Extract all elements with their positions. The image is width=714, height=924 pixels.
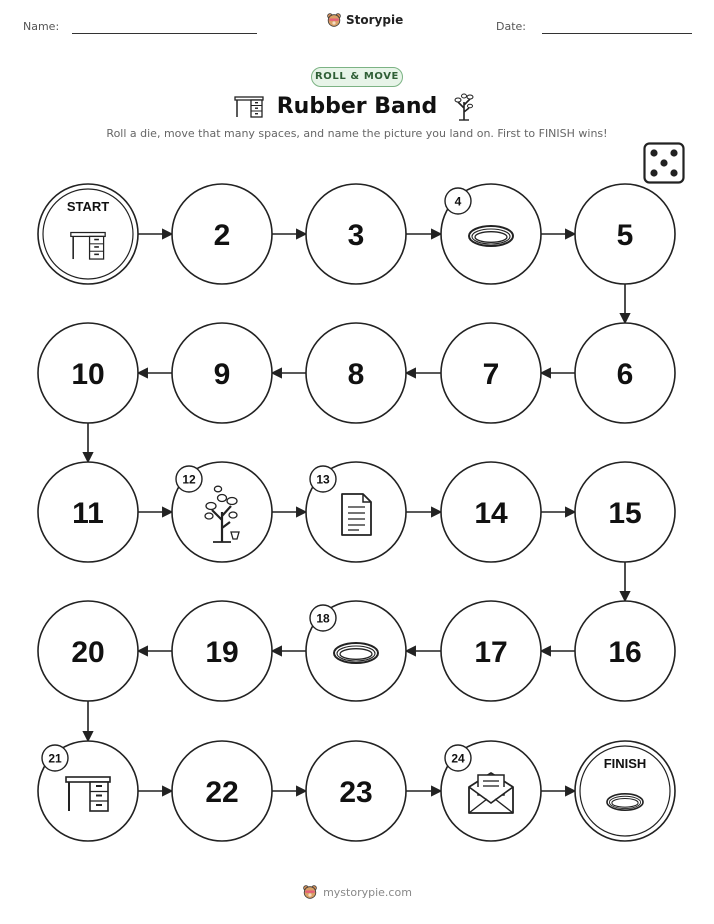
footer — [0, 884, 714, 900]
board-space-16[interactable] — [575, 601, 675, 701]
space-number: 11 — [72, 497, 104, 530]
space-number: 7 — [482, 358, 500, 391]
board-space-5[interactable] — [575, 184, 675, 284]
board-space-14[interactable] — [441, 462, 541, 562]
board-space-2[interactable] — [172, 184, 272, 284]
space-number: 10 — [71, 358, 105, 391]
board-space-7[interactable] — [441, 323, 541, 423]
space-number: 20 — [71, 636, 105, 669]
space-number: 9 — [213, 358, 231, 391]
board-space-23[interactable] — [306, 741, 406, 841]
space-number: 4 — [454, 194, 462, 209]
space-number: 22 — [205, 776, 239, 809]
board-space-3[interactable] — [306, 184, 406, 284]
board-space-start[interactable] — [38, 184, 138, 284]
board-space-6[interactable] — [575, 323, 675, 423]
space-number: 6 — [616, 358, 634, 391]
name-label: Name: — [23, 20, 60, 33]
space-number: 16 — [608, 636, 642, 669]
board-space-13[interactable] — [306, 462, 406, 562]
space-number: 3 — [347, 219, 365, 252]
document-icon — [342, 494, 371, 535]
board-space-8[interactable] — [306, 323, 406, 423]
roll-and-move-badge: ROLL & MOVE — [311, 67, 403, 87]
space-number: 8 — [347, 358, 365, 391]
footer-url: mystorypie.com — [323, 885, 412, 899]
board-space-19[interactable] — [172, 601, 272, 701]
start-label: START — [66, 199, 110, 214]
board-space-10[interactable] — [38, 323, 138, 423]
board-space-22[interactable] — [172, 741, 272, 841]
board-space-21[interactable] — [38, 741, 138, 841]
board-space-9[interactable] — [172, 323, 272, 423]
space-number: 18 — [316, 611, 330, 626]
space-number: 13 — [316, 472, 330, 487]
space-number: 21 — [48, 751, 62, 766]
space-number: 23 — [339, 776, 373, 809]
board-space-15[interactable] — [575, 462, 675, 562]
space-number: 17 — [474, 636, 508, 669]
board-space-4[interactable] — [441, 184, 541, 284]
space-number: 2 — [213, 219, 231, 252]
bear-mascot-icon — [302, 884, 318, 900]
board-space-18[interactable] — [306, 601, 406, 701]
board-space-finish[interactable] — [575, 741, 675, 841]
board-space-12[interactable] — [172, 462, 272, 562]
space-number: 14 — [474, 497, 508, 530]
page-title: Rubber Band — [276, 94, 438, 119]
finish-label: FINISH — [603, 756, 647, 771]
space-number: 19 — [205, 636, 239, 669]
board-space-20[interactable] — [38, 601, 138, 701]
date-label: Date: — [496, 20, 526, 33]
brand-name: Storypie — [346, 13, 404, 27]
board-space-11[interactable] — [38, 462, 138, 562]
space-number: 5 — [616, 219, 634, 252]
instructions-text: Roll a die, move that many spaces, and name the picture you land on. First to FINISH wins! — [106, 127, 608, 140]
space-number: 15 — [608, 497, 642, 530]
board-space-24[interactable] — [441, 741, 541, 841]
space-number: 24 — [451, 751, 465, 766]
space-number: 12 — [182, 472, 196, 487]
board-space-17[interactable] — [441, 601, 541, 701]
